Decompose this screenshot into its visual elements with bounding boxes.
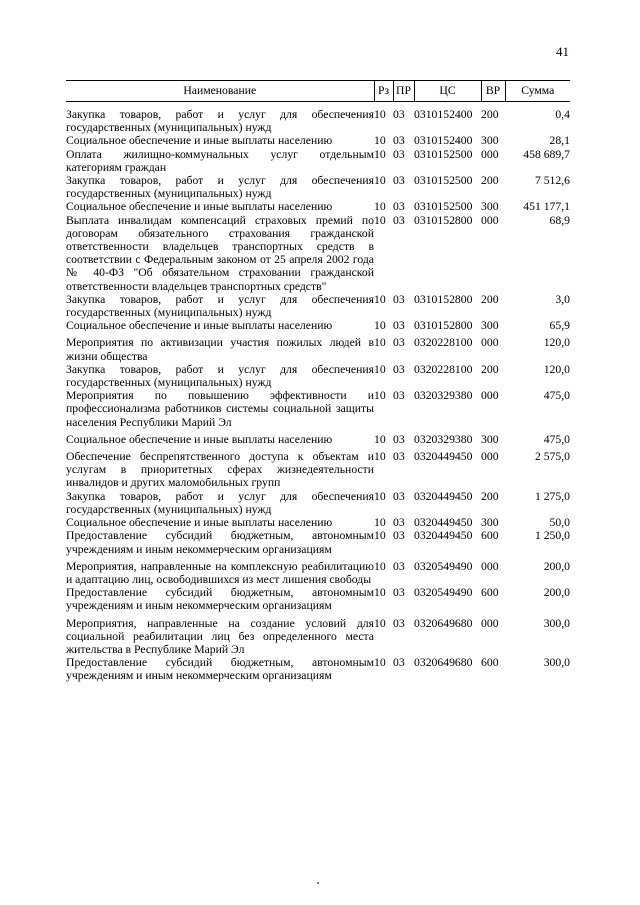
header-vr: ВР	[481, 81, 505, 102]
cell-vr: 600	[481, 586, 499, 600]
cell-vr: 000	[481, 147, 499, 161]
cell-cs: 0320449450	[414, 516, 473, 530]
cell-cs: 0310152500	[414, 147, 473, 161]
cell-sum: 65,9	[549, 319, 570, 333]
cell-cs: 0320449450	[414, 489, 473, 503]
cell-vr: 600	[481, 529, 499, 543]
cell-name: Социальное обеспечение и иные выплаты населению	[66, 516, 333, 530]
cell-vr: 300	[481, 516, 499, 530]
cell-cs: 0310152500	[414, 174, 473, 188]
cell-rz: 10	[374, 616, 386, 630]
cell-pr: 03	[393, 319, 405, 333]
cell-sum: 200,0	[543, 586, 570, 600]
cell-cs: 0310152800	[414, 319, 473, 333]
cell-rz: 10	[374, 656, 386, 670]
cell-name: Мероприятия по активизации участия пожилых людей в жизни общества	[66, 336, 374, 363]
cell-vr: 200	[481, 362, 499, 376]
table-row	[66, 656, 570, 682]
cell-vr: 000	[481, 213, 499, 227]
cell-vr: 600	[481, 656, 499, 670]
cell-cs: 0320228100	[414, 362, 473, 376]
cell-cs: 0310152500	[414, 200, 473, 214]
cell-pr: 03	[393, 174, 405, 188]
table-row	[66, 529, 570, 555]
table-row	[66, 319, 570, 332]
cell-sum: 120,0	[543, 362, 570, 376]
cell-name: Социальное обеспечение и иные выплаты населению	[66, 134, 333, 148]
cell-pr: 03	[393, 213, 405, 227]
cell-cs: 0310152400	[414, 108, 473, 121]
cell-vr: 300	[481, 319, 499, 333]
cell-name: Закупка товаров, работ и услуг для обеспечения государственных (муниципальных) нужд	[66, 174, 374, 201]
cell-pr: 03	[393, 292, 405, 306]
cell-name: Закупка товаров, работ и услуг для обеспечения государственных (муниципальных) нужд	[66, 292, 374, 320]
scan-dot	[317, 882, 319, 884]
cell-name: Предоставление субсидий бюджетным, автономным учреждениям и иным некоммерческим организациям	[66, 529, 374, 556]
cell-pr: 03	[393, 616, 405, 630]
table-row	[66, 446, 570, 490]
cell-pr: 03	[393, 656, 405, 670]
table-row	[66, 490, 570, 516]
cell-vr: 000	[481, 616, 499, 630]
cell-pr: 03	[393, 432, 405, 446]
cell-rz: 10	[374, 108, 386, 121]
cell-rz: 10	[374, 586, 386, 600]
cell-sum: 0,4	[555, 108, 570, 121]
table-row	[66, 556, 570, 586]
header-sum: Сумма	[505, 81, 570, 102]
cell-rz: 10	[374, 292, 386, 306]
cell-sum: 200,0	[543, 559, 570, 573]
cell-rz: 10	[374, 559, 386, 573]
cell-sum: 475,0	[543, 389, 570, 403]
cell-pr: 03	[393, 200, 405, 214]
cell-pr: 03	[393, 586, 405, 600]
cell-rz: 10	[374, 389, 386, 403]
cell-name: Закупка товаров, работ и услуг для обеспечения государственных (муниципальных) нужд	[66, 108, 374, 135]
cell-rz: 10	[374, 362, 386, 376]
cell-vr: 300	[481, 134, 499, 148]
cell-sum: 3,0	[555, 292, 570, 306]
cell-cs: 0320649680	[414, 656, 473, 670]
cell-pr: 03	[393, 529, 405, 543]
cell-sum: 2 575,0	[534, 450, 570, 464]
cell-cs: 0320449450	[414, 450, 473, 464]
cell-cs: 0310152400	[414, 134, 473, 148]
table-row	[66, 586, 570, 612]
cell-pr: 03	[393, 147, 405, 161]
cell-sum: 1 250,0	[534, 529, 570, 543]
cell-name: Обеспечение беспрепятственного доступа к объектам и услугам в приоритетных сферах жизнедеятельности инвалидов и других маломобильных групп	[66, 450, 374, 490]
cell-cs: 0320449450	[414, 529, 473, 543]
cell-rz: 10	[374, 336, 386, 350]
cell-name: Мероприятия, направленные на создание условий для социальной реабилитации лиц без определенного места жительства в Республике Марий Эл	[66, 616, 374, 656]
page-number: 41	[556, 44, 569, 59]
cell-sum: 50,0	[549, 516, 570, 530]
cell-cs: 0310152800	[414, 292, 473, 306]
cell-pr: 03	[393, 489, 405, 503]
cell-vr: 000	[481, 389, 499, 403]
cell-name: Выплата инвалидам компенсаций страховых премий по договорам обязательного страхования гражданской ответственности владельцев транспортных средств в соответствии с Федеральным законом от 25 апреля 2002 года № 40-ФЗ "Об обязательном страховании гражданской ответственности владельцев транспортных средств"	[66, 213, 374, 293]
cell-name: Социальное обеспечение и иные выплаты населению	[66, 200, 333, 214]
cell-sum: 7 512,6	[534, 174, 570, 188]
header-cs: ЦС	[414, 81, 481, 102]
cell-vr: 200	[481, 174, 499, 188]
cell-rz: 10	[374, 516, 386, 530]
cell-vr: 300	[481, 432, 499, 446]
cell-name: Мероприятия по повышению эффективности и профессионализма работников системы социальной защиты населения Республики Марий Эл	[66, 389, 374, 429]
cell-name: Оплата жилищно-коммунальных услуг отдельным категориям граждан	[66, 147, 374, 174]
table-row	[66, 102, 570, 135]
table-row	[66, 134, 570, 147]
cell-vr: 300	[481, 200, 499, 214]
table-row	[66, 293, 570, 319]
cell-sum: 1 275,0	[534, 489, 570, 503]
table-row	[66, 214, 570, 293]
cell-rz: 10	[374, 147, 386, 161]
cell-sum: 120,0	[543, 336, 570, 350]
table-row	[66, 363, 570, 389]
cell-rz: 10	[374, 489, 386, 503]
cell-rz: 10	[374, 174, 386, 188]
table-row	[66, 332, 570, 362]
cell-vr: 000	[481, 559, 499, 573]
cell-sum: 300,0	[543, 656, 570, 670]
table-row	[66, 200, 570, 213]
cell-cs: 0320228100	[414, 336, 473, 350]
cell-rz: 10	[374, 529, 386, 543]
cell-name: Закупка товаров, работ и услуг для обеспечения государственных (муниципальных) нужд	[66, 489, 374, 516]
cell-name: Мероприятия, направленные на комплексную реабилитацию и адаптацию лиц, освободившихся из мест лишения свободы	[66, 559, 374, 586]
table-header-row	[66, 81, 570, 102]
cell-rz: 10	[374, 450, 386, 464]
cell-pr: 03	[393, 450, 405, 464]
cell-name: Предоставление субсидий бюджетным, автономным учреждениям и иным некоммерческим организациям	[66, 586, 374, 613]
cell-pr: 03	[393, 336, 405, 350]
cell-name: Закупка товаров, работ и услуг для обеспечения государственных (муниципальных) нужд	[66, 362, 374, 390]
table-row	[66, 429, 570, 446]
header-rz: Рз	[374, 81, 393, 102]
cell-cs: 0320649680	[414, 616, 473, 630]
table-row	[66, 148, 570, 174]
cell-vr: 200	[481, 292, 499, 306]
cell-pr: 03	[393, 108, 405, 121]
table-row	[66, 613, 570, 657]
cell-cs: 0310152800	[414, 213, 473, 227]
budget-table	[66, 80, 570, 683]
cell-cs: 0320329380	[414, 389, 473, 403]
cell-vr: 200	[481, 489, 499, 503]
cell-cs: 0320549490	[414, 586, 473, 600]
cell-rz: 10	[374, 134, 386, 148]
cell-sum: 458 689,7	[523, 147, 570, 161]
cell-vr: 200	[481, 108, 499, 121]
cell-pr: 03	[393, 362, 405, 376]
cell-name: Социальное обеспечение и иные выплаты населению	[66, 432, 333, 446]
header-pr: ПР	[393, 81, 414, 102]
cell-name: Социальное обеспечение и иные выплаты населению	[66, 319, 333, 333]
cell-vr: 000	[481, 336, 499, 350]
cell-pr: 03	[393, 389, 405, 403]
cell-pr: 03	[393, 516, 405, 530]
cell-name: Предоставление субсидий бюджетным, автономным учреждениям и иным некоммерческим организациям	[66, 656, 374, 683]
cell-cs: 0320549490	[414, 559, 473, 573]
cell-vr: 000	[481, 450, 499, 464]
cell-sum: 451 177,1	[523, 200, 570, 214]
table-row	[66, 389, 570, 429]
cell-rz: 10	[374, 432, 386, 446]
cell-sum: 475,0	[543, 432, 570, 446]
cell-rz: 10	[374, 213, 386, 227]
cell-rz: 10	[374, 200, 386, 214]
cell-pr: 03	[393, 134, 405, 148]
cell-sum: 28,1	[549, 134, 570, 148]
cell-pr: 03	[393, 559, 405, 573]
cell-sum: 68,9	[549, 213, 570, 227]
table-row	[66, 174, 570, 200]
cell-rz: 10	[374, 319, 386, 333]
cell-cs: 0320329380	[414, 432, 473, 446]
table-row	[66, 516, 570, 529]
cell-sum: 300,0	[543, 616, 570, 630]
header-name: Наименование	[66, 81, 374, 102]
